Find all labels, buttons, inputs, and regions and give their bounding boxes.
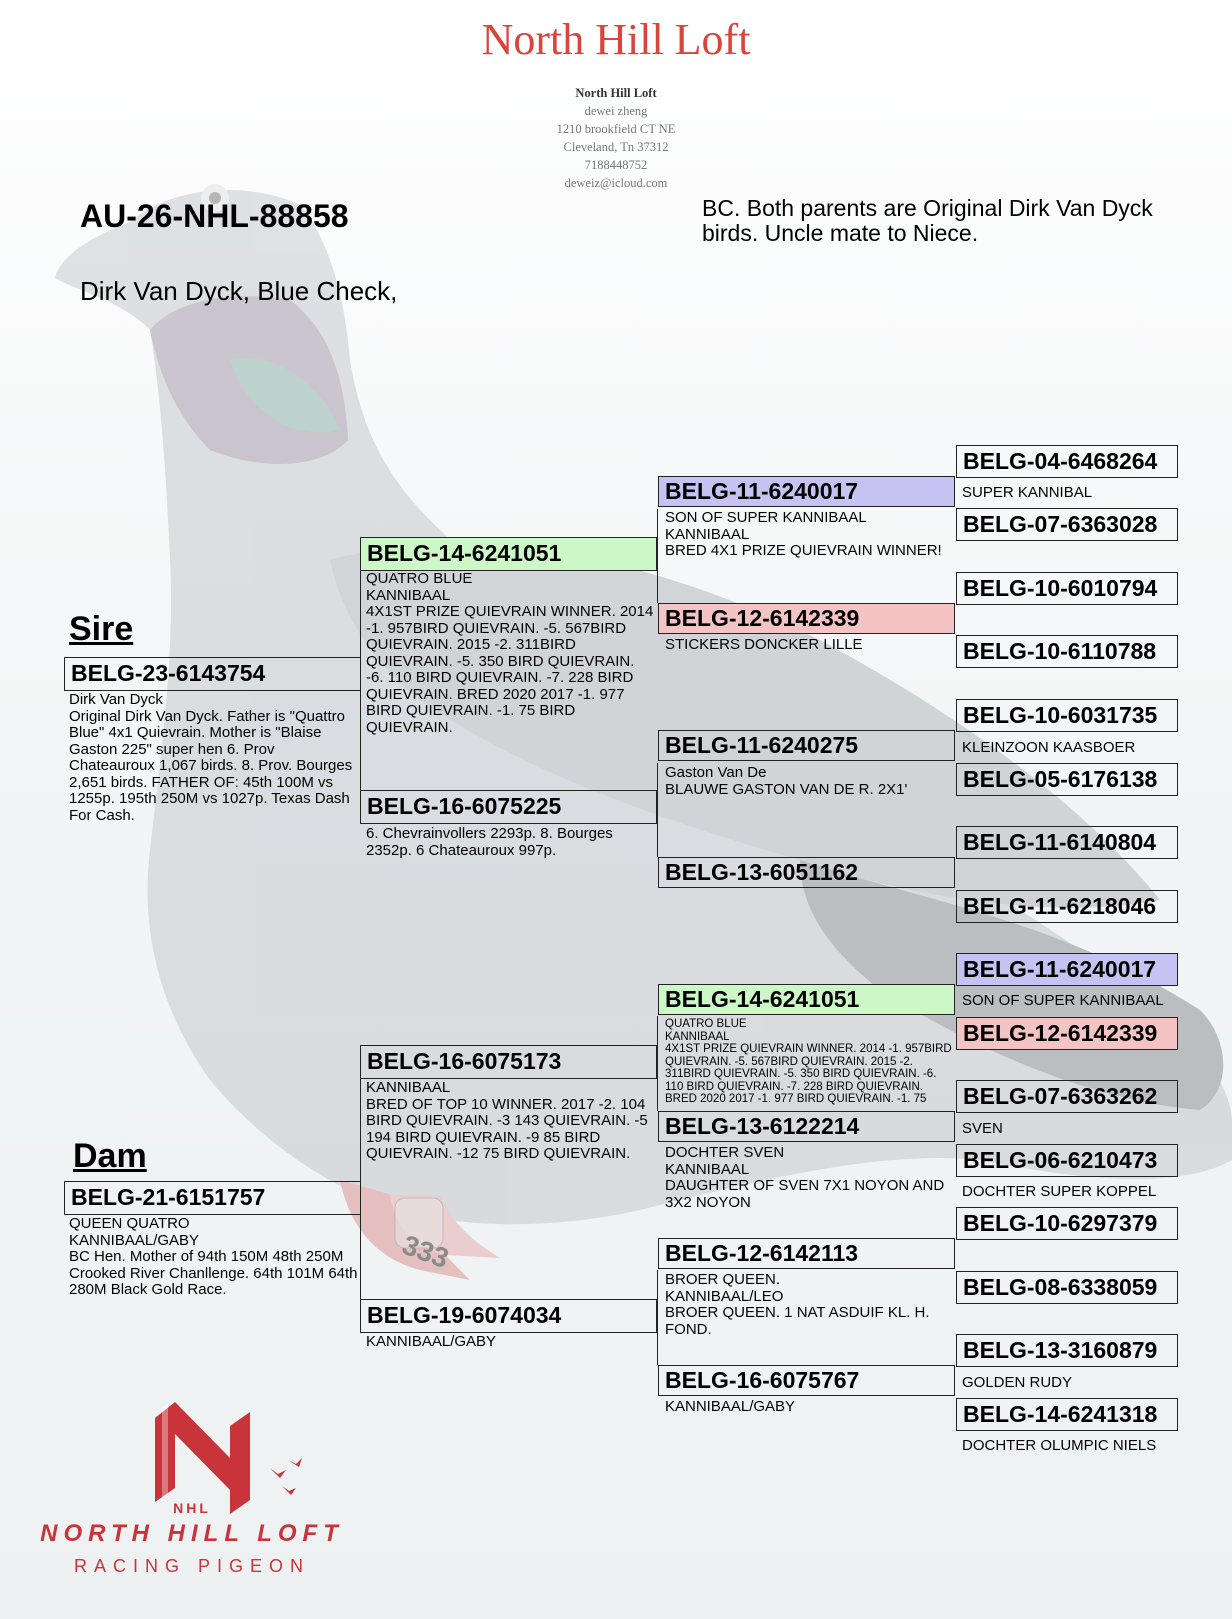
logo-mark-text: NHL — [173, 1500, 211, 1516]
address-line-street: 1210 brookfield CT NE — [556, 122, 676, 136]
connector-line — [657, 1270, 658, 1365]
connector-line — [657, 509, 658, 603]
sire-label: Sire — [69, 610, 134, 648]
dam-ring-box: BELG-21-6151757 — [64, 1181, 361, 1215]
gen4-ring-14: BELG-08-6338059 — [956, 1271, 1178, 1304]
connector-line — [360, 571, 361, 790]
ds-sire-ring-box: BELG-14-6241051 — [658, 984, 955, 1015]
ds-sire-description: QUATRO BLUE KANNIBAAL 4X1ST PRIZE QUIEVRAIN WINNER. 2014 -1. 957BIRD QUIEVRAIN. -5. 567BIRD QUIEVRAIN. 2015 -2. 311BIRD QUIEVRAIN. -5. 350 BIRD QUIEVRAIN. -6. 110 BIRD QUIEVRAIN. -7. 228 BIRD QUIEVRAIN. BRED 2020 2017 -1. 977 BIRD QUIEVRAIN. -1. 75 — [665, 1018, 952, 1105]
sire-dam-ring-box: BELG-16-6075225 — [360, 790, 657, 824]
subject-note: BC. Both parents are Original Dirk Van Dyck birds. Uncle mate to Niece. — [702, 195, 1153, 246]
dd-dam-ring-box: BELG-16-6075767 — [658, 1365, 955, 1396]
sire-sire-description: QUATRO BLUE KANNIBAAL 4X1ST PRIZE QUIEVRAIN WINNER. 2014 -1. 957BIRD QUIEVRAIN. -5. 567BIRD QUIEVRAIN. 2015 -2. 311BIRD QUIEVRAIN. -5. 350 BIRD QUIEVRAIN. -6. 110 BIRD QUIEVRAIN. -7. 228 BIRD QUIEVRAIN. BRED 2020 2017 -1. 977 BIRD QUIEVRAIN. -1. 75 BIRD QUIEVRAIN. — [366, 571, 654, 736]
dam-dam-ring-box: BELG-19-6074034 — [360, 1299, 657, 1333]
address-line-owner: dewei zheng — [584, 104, 648, 118]
gen4-ring-10: BELG-12-6142339 — [956, 1017, 1178, 1050]
sire-dam-description: 6. Chevrainvollers 2293p. 8. Bourges 2352p. 6 Chateauroux 997p. — [366, 826, 613, 859]
sire-sire-ring-box: BELG-14-6241051 — [360, 537, 657, 571]
ss-dam-ring-box: BELG-12-6142339 — [658, 603, 955, 634]
gen4-desc-12: DOCHTER SUPER KOPPEL — [962, 1184, 1157, 1200]
ss-dam-description: STICKERS DONCKER LILLE — [665, 637, 863, 653]
gen4-ring-12: BELG-06-6210473 — [956, 1144, 1178, 1177]
subject-ring-number: AU-26-NHL-88858 — [80, 198, 349, 234]
sd-sire-description: Gaston Van De BLAUWE GASTON VAN DE R. 2X1' — [665, 765, 908, 798]
dam-sire-description: KANNIBAAL BRED OF TOP 10 WINNER. 2017 -2. 104 BIRD QUIEVRAIN. -3 143 QUIEVRAIN. -5 194 BIRD QUIEVRAIN. -9 85 BIRD QUIEVRAIN. -12 75 BIRD QUIEVRAIN. — [366, 1080, 648, 1162]
gen4-ring-15: BELG-13-3160879 — [956, 1334, 1178, 1367]
dd-sire-ring-box: BELG-12-6142113 — [658, 1238, 955, 1269]
dd-sire-description: BROER QUEEN. KANNIBAAL/LEO BROER QUEEN. 1 NAT ASDUIF KL. H. FOND. — [665, 1272, 930, 1338]
gen4-ring-9: BELG-11-6240017 — [956, 953, 1178, 986]
address-line-phone: 7188448752 — [584, 158, 648, 172]
gen4-ring-3: BELG-10-6010794 — [956, 572, 1178, 605]
gen4-desc-1: SUPER KANNIBAL — [962, 485, 1093, 501]
gen4-ring-4: BELG-10-6110788 — [956, 635, 1178, 668]
address-line-city: Cleveland, Tn 37312 — [563, 140, 669, 154]
logo-name-text: NORTH HILL LOFT — [40, 1520, 344, 1547]
gen4-desc-16: DOCHTER OLUMPIC NIELS — [962, 1438, 1157, 1454]
logo-tagline-text: RACING PIGEON — [73, 1556, 311, 1576]
ds-dam-ring-box: BELG-13-6122214 — [658, 1111, 955, 1142]
gen4-ring-7: BELG-11-6140804 — [956, 826, 1178, 859]
ds-dam-description: DOCHTER SVEN KANNIBAAL DAUGHTER OF SVEN 7X1 NOYON AND 3X2 NOYON — [665, 1145, 945, 1211]
connector-line — [657, 763, 658, 857]
gen4-ring-5: BELG-10-6031735 — [956, 699, 1178, 732]
connector-line — [360, 1079, 361, 1299]
gen4-desc-15: GOLDEN RUDY — [962, 1375, 1073, 1391]
dam-description: QUEEN QUATRO KANNIBAAL/GABY BC Hen. Mother of 94th 150M 48th 250M Crooked River Chanllenge. 64th 101M 64th 280M Black Gold Race. — [69, 1216, 358, 1298]
sire-ring-box: BELG-23-6143754 — [64, 657, 361, 691]
leg-band-number: 333 — [398, 1228, 453, 1275]
sire-description: Dirk Van Dyck Original Dirk Van Dyck. Father is "Quattro Blue" 4x1 Quievrain. Mother is "Blaise Gaston 225" super hen 6. Prov Chateauroux 1,067 birds. 8. Prov. Bourges 2,651 birds. FATHER OF: 45th 100M vs 1255p. 195th 250M vs 1027p. Texas Dash For Cash. — [69, 692, 353, 822]
sd-sire-ring-box: BELG-11-6240275 — [658, 730, 955, 761]
connector-line — [657, 1016, 658, 1111]
dam-dam-description: KANNIBAAL/GABY — [366, 1334, 497, 1350]
gen4-ring-16: BELG-14-6241318 — [956, 1398, 1178, 1431]
subject-strain: Dirk Van Dyck, Blue Check, — [80, 276, 398, 306]
ss-sire-ring-box: BELG-11-6240017 — [658, 476, 955, 507]
ss-sire-description: SON OF SUPER KANNIBAAL KANNIBAAL BRED 4X1 PRIZE QUIEVRAIN WINNER! — [665, 510, 942, 559]
dam-label: Dam — [73, 1137, 147, 1175]
gen4-ring-6: BELG-05-6176138 — [956, 763, 1178, 796]
gen4-ring-13: BELG-10-6297379 — [956, 1207, 1178, 1240]
gen4-desc-11: SVEN — [962, 1121, 1003, 1137]
address-line-loft: North Hill Loft — [575, 86, 657, 100]
loft-title: North Hill Loft — [481, 15, 751, 64]
gen4-ring-8: BELG-11-6218046 — [956, 890, 1178, 923]
sd-dam-ring-box: BELG-13-6051162 — [658, 857, 955, 888]
gen4-desc-9: SON OF SUPER KANNIBAAL — [962, 993, 1164, 1009]
dam-sire-ring-box: BELG-16-6075173 — [360, 1045, 657, 1079]
address-line-email: deweiz@icloud.com — [564, 176, 668, 190]
gen4-desc-5: KLEINZOON KAASBOER — [962, 740, 1136, 756]
gen4-ring-2: BELG-07-6363028 — [956, 508, 1178, 541]
gen4-ring-1: BELG-04-6468264 — [956, 445, 1178, 478]
dd-dam-description: KANNIBAAL/GABY — [665, 1399, 796, 1415]
gen4-ring-11: BELG-07-6363262 — [956, 1080, 1178, 1113]
